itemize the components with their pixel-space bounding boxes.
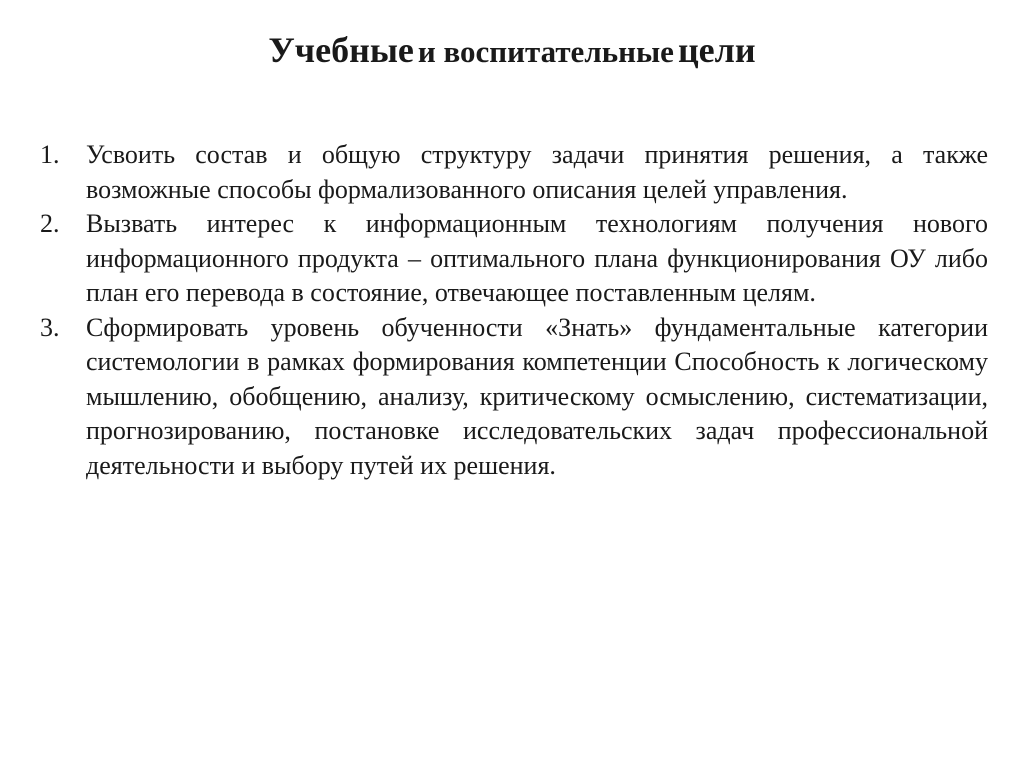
title-word-last: цели [677, 30, 756, 70]
slide-title [0, 26, 1024, 82]
goal-item-2 [40, 207, 988, 311]
goal-item-1 [40, 138, 988, 207]
goal-number: 1. [40, 140, 60, 169]
goal-number: 2. [40, 209, 60, 238]
goal-text: Усвоить состав и общую структуру задачи принятия решения, а также возможные способы формализованного описания целей управления. [86, 140, 988, 204]
goal-text: Сформировать уровень обученности «Знать» фундаментальные категории системологии в рамках формирования компетенции Способность к логическому мышлению, обобщению, анализу, критическому осмыслению, систематизации, прогнозированию, постановке исследовательских задач профессиональной деятельности и выбору путей их решения. [86, 312, 988, 480]
goal-text: Вызвать интерес к информационным технологиям получения нового информационного продукта – оптимального плана функционирования ОУ либо план его перевода в состояние, отвечающее поставленным целям. [86, 209, 988, 307]
goals-list [40, 138, 988, 483]
title-word-middle: и воспитательные [417, 34, 674, 69]
goal-item-3 [40, 311, 988, 484]
title-word-main: Учебные [268, 30, 414, 70]
goal-number: 3. [40, 312, 60, 342]
